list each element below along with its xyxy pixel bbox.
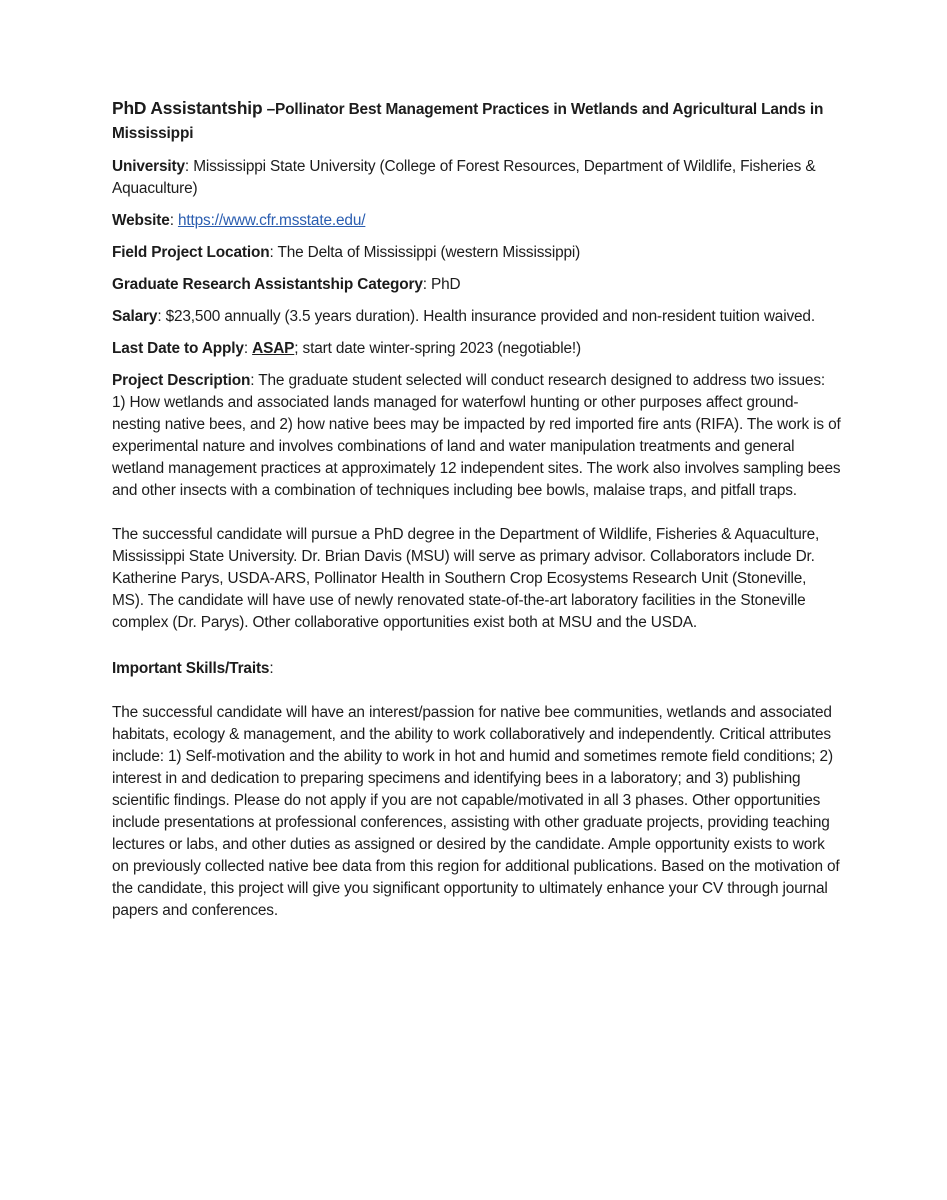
description-text: The graduate student selected will conduct research designed to address two issues: 1) How wetlands and associated lands managed for waterfowl hunting or other purposes affect ground-nesting native bees, and 2) how native bees may be impacted by red imported fire ants (RIFA). The work is of experimental nature and involves combinations of land and water manipulation treatments and general wetland management practices at approximately 12 independent sites. The work also involves sampling bees and other insects with a combination of techniques including bee bowls, malaise traps, and pitfall traps. — [112, 372, 841, 499]
title-main: PhD Assistantship — [112, 98, 263, 118]
salary-label: Salary — [112, 308, 158, 325]
website-link[interactable]: https://www.cfr.msstate.edu/ — [177, 212, 366, 229]
deadline-rest: ; start date winter-spring 2023 (negotiable!) — [294, 340, 581, 357]
university-value: Mississippi State University (College of Forest Resources, Department of Wildlife, Fisheries & Aquaculture) — [112, 158, 816, 197]
document-page — [112, 96, 842, 922]
skills-label: Important Skills/Traits — [112, 660, 270, 677]
candidate-paragraph: The successful candidate will pursue a PhD degree in the Department of Wildlife, Fisheries & Aquaculture, Mississippi State University. Dr. Brian Davis (MSU) will serve as primary advisor. Collaborators include Dr. Katherine Parys, USDA-ARS, Pollinator Health in Southern Crop Ecosystems Research Unit (Stoneville, MS). The candidate will have use of newly renovated state-of-the-art laboratory facilities in the Stoneville complex (Dr. Parys). Other collaborative opportunities exist both at MSU and the USDA. — [112, 526, 820, 631]
deadline-label: Last Date to Apply — [112, 340, 244, 357]
category-field: Graduate Research Assistantship Category: PhD — [112, 276, 461, 293]
salary-field: Salary: $23,500 annually (3.5 years duration). Health insurance provided and non-resident tuition waived. — [112, 308, 815, 325]
document-title — [112, 96, 842, 146]
deadline-asap: ASAP — [252, 340, 295, 357]
title-dash: – — [262, 101, 275, 118]
project-description: Project Description: The graduate student selected will conduct research designed to address two issues: 1) How wetlands and associated lands managed for waterfowl hunting or other purposes affect ground-nesting native bees, and 2) how native bees may be impacted by red imported fire ants (RIFA). The work is of experimental nature and involves combinations of land and water manipulation treatments and general wetland management practices at approximately 12 independent sites. The work also involves sampling bees and other insects with a combination of techniques including bee bowls, malaise traps, and pitfall traps. — [112, 372, 841, 499]
university-label: University — [112, 158, 185, 175]
title-sub: Pollinator Best Management Practices in Wetlands and Agricultural Lands in Mississippi — [112, 101, 824, 142]
location-value: The Delta of Mississippi (western Mississippi) — [277, 244, 581, 261]
description-label: Project Description — [112, 372, 251, 389]
website-label: Website — [112, 212, 170, 229]
website-field: Website: https://www.cfr.msstate.edu/ — [112, 212, 366, 229]
skills-paragraph: The successful candidate will have an interest/passion for native bee communities, wetlands and associated habitats, ecology & management, and the ability to work collaboratively and independently. Critical attributes include: 1) Self-motivation and the ability to work in hot and humid and sometimes remote field conditions; 2) interest in and dedication to preparing specimens and identifying bees in a laboratory; and 3) publishing scientific findings. Please do not apply if you are not capable/motivated in all 3 phases. Other opportunities include presentations at professional conferences, assisting with other graduate projects, providing teaching lectures or labs, and other duties as assigned or desired by the candidate. Ample opportunity exists to work on previously collected native bee data from this region for additional publications. Based on the motivation of the candidate, this project will give you significant opportunity to ultimately enhance your CV through journal papers and conferences. — [112, 704, 840, 919]
category-value: PhD — [431, 276, 461, 293]
university-field: University: Mississippi State University (College of Forest Resources, Department of Wildlife, Fisheries & Aquaculture) — [112, 158, 816, 197]
location-label: Field Project Location — [112, 244, 270, 261]
salary-value: $23,500 annually (3.5 years duration). Health insurance provided and non-resident tuition waived. — [165, 308, 815, 325]
category-label: Graduate Research Assistantship Category — [112, 276, 423, 293]
deadline-field: Last Date to Apply: ASAP; start date winter-spring 2023 (negotiable!) — [112, 340, 581, 357]
location-field: Field Project Location: The Delta of Mississippi (western Mississippi) — [112, 244, 581, 261]
skills-heading: Important Skills/Traits: — [112, 660, 274, 677]
